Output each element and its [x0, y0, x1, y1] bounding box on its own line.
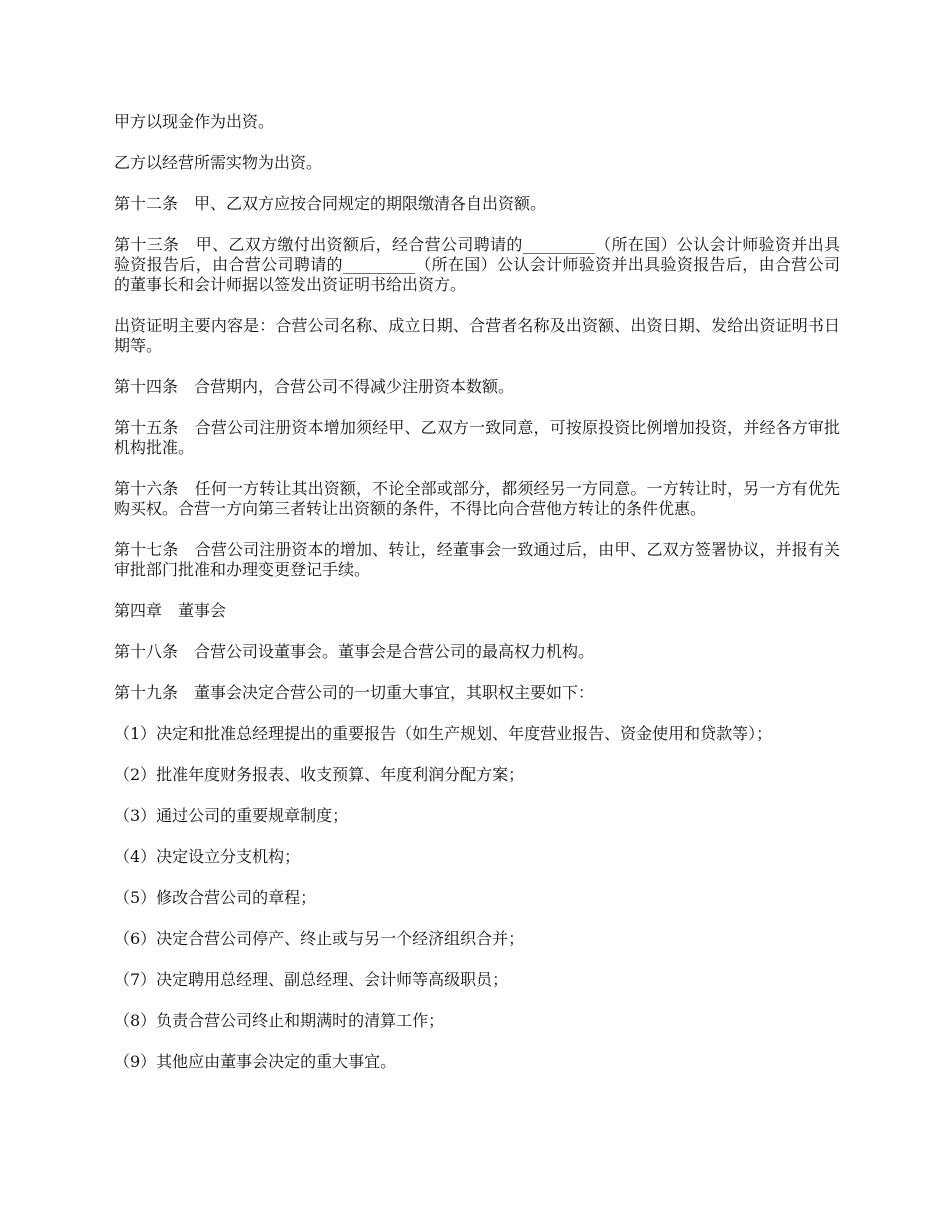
list-item-4: （4）决定设立分支机构； [114, 847, 301, 866]
article-12: 第十二条 甲、乙双方应按合同规定的期限缴清各自出资额。 [114, 194, 547, 213]
article-16: 第十六条 任何一方转让其出资额，不论全部或部分，都须经另一方同意。一方转让时，另一方有优先购买权。合营一方向第三者转让出资额的条件，不得比向合营他方转让的条件优惠。 [114, 479, 840, 518]
list-item-6: （6）决定合营公司停产、终止或与另一个经济组织合并； [114, 929, 525, 948]
list-item-1: （1）决定和批准总经理提出的重要报告（如生产规划、年度营业报告、资金使用和贷款等）； [114, 724, 773, 743]
article-15: 第十五条 合营公司注册资本增加须经甲、乙双方一致同意，可按原投资比例增加投资，并经各方审批机构批准。 [114, 418, 840, 457]
paragraph-party-a-cash: 甲方以现金作为出资。 [114, 112, 275, 131]
list-item-3: （3）通过公司的重要规章制度； [114, 806, 349, 825]
article-19: 第十九条 董事会决定合营公司的一切重大事宜，其职权主要如下： [114, 683, 595, 702]
list-item-8: （8）负责合营公司终止和期满时的清算工作； [114, 1011, 445, 1030]
list-item-7: （7）决定聘用总经理、副总经理、会计师等高级职员； [114, 970, 509, 989]
list-item-2: （2）批准年度财务报表、收支预算、年度利润分配方案； [114, 765, 525, 784]
chapter-4-heading: 第四章 董事会 [114, 601, 227, 620]
article-17: 第十七条 合营公司注册资本的增加、转让，经董事会一致通过后，由甲、乙双方签署协议，并报有关审批部门批准和办理变更登记手续。 [114, 540, 840, 579]
list-item-5: （5）修改合营公司的章程； [114, 888, 317, 907]
article-14: 第十四条 合营期内，合营公司不得减少注册资本数额。 [114, 377, 515, 396]
article-18: 第十八条 合营公司设董事会。董事会是合营公司的最高权力机构。 [114, 642, 595, 661]
paragraph-certificate-contents: 出资证明主要内容是：合营公司名称、成立日期、合营者名称及出资额、出资日期、发给出资证明书日期等。 [114, 316, 840, 355]
paragraph-party-b-goods: 乙方以经营所需实物为出资。 [114, 153, 323, 172]
list-item-9: （9）其他应由董事会决定的重大事宜。 [114, 1052, 397, 1071]
document-body [114, 112, 840, 1093]
article-13: 第十三条 甲、乙双方缴付出资额后，经合营公司聘请的_________（所在国）公认会计师验资并出具验资报告后，由合营公司聘请的_________（所在国）公认会计师验资并出具验资报告后，由合营公司的董事长和会计师据以签发出资证明书给出资方。 [114, 235, 840, 294]
